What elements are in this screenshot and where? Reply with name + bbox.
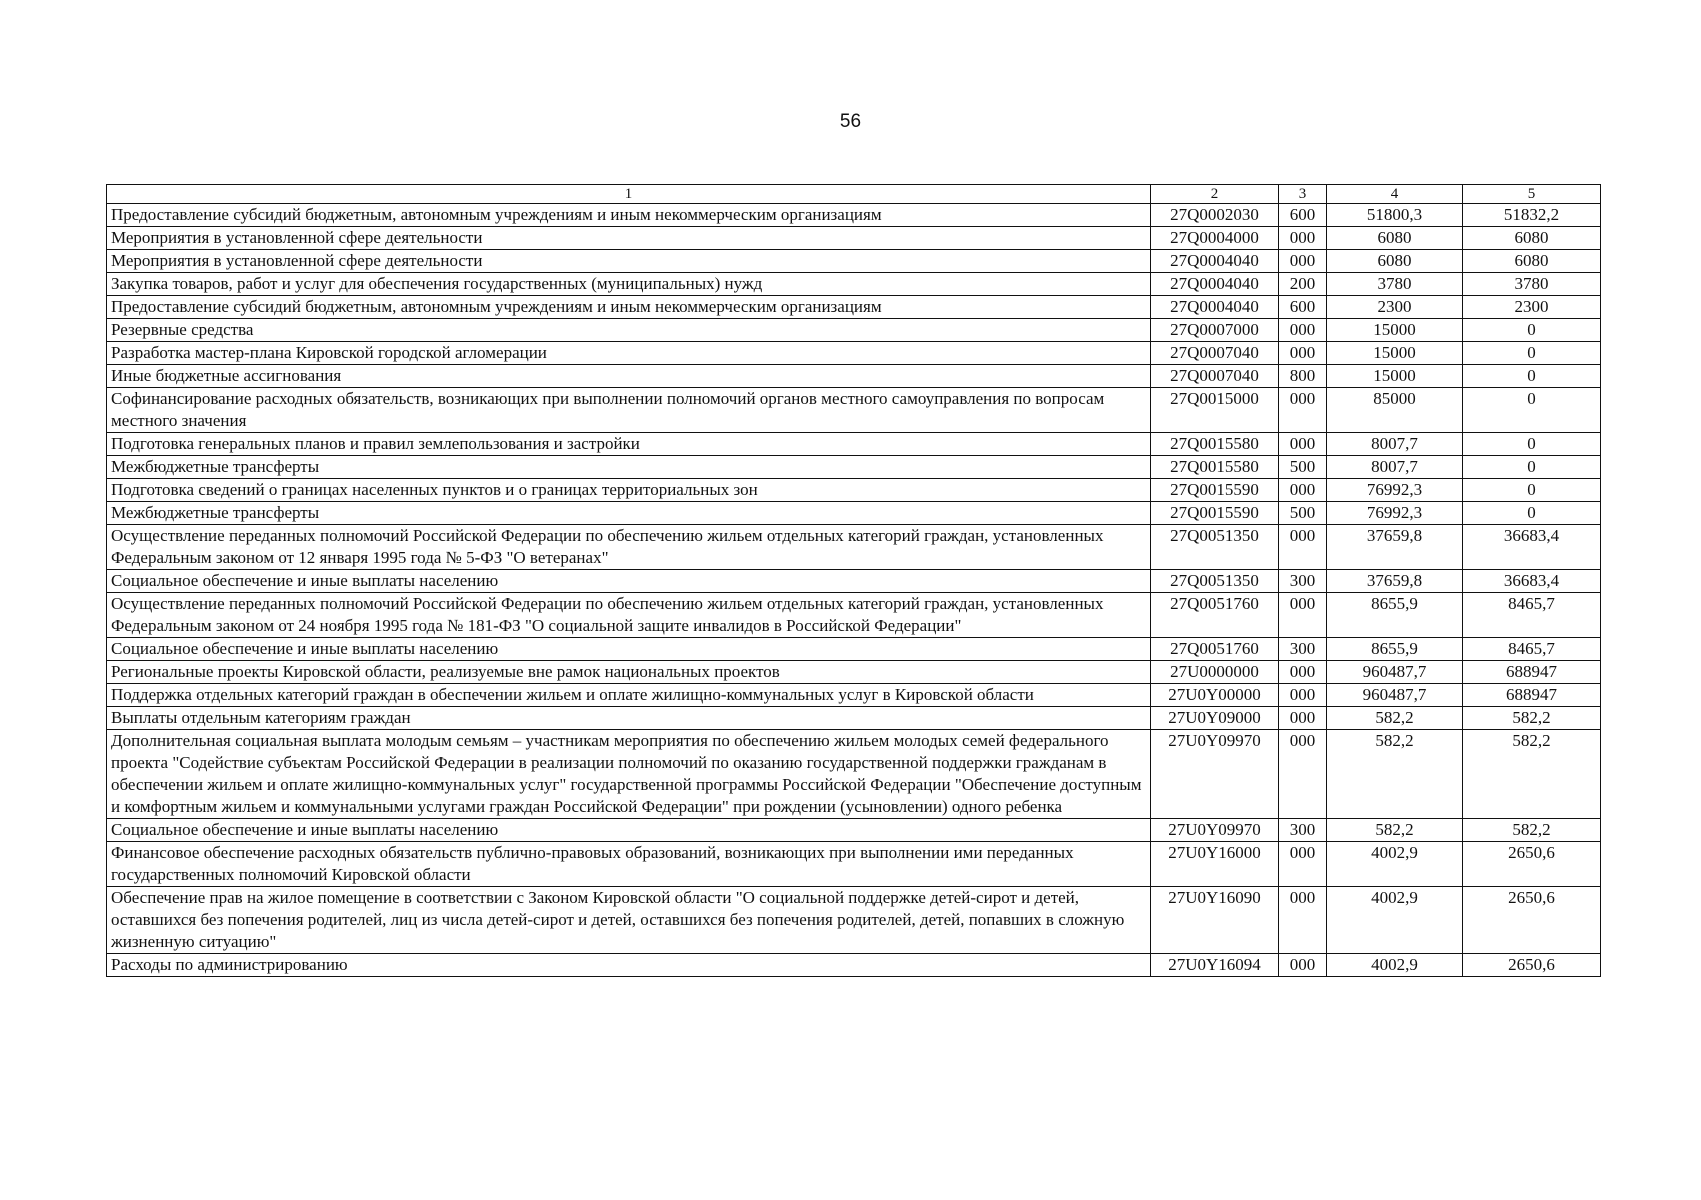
row-name-cell: Расходы по администрированию	[107, 954, 1151, 977]
row-code-cell: 27Q0004000	[1151, 227, 1279, 250]
row-value-cell: 688947	[1463, 661, 1601, 684]
column-header: 1	[107, 185, 1151, 204]
row-type-cell: 500	[1279, 456, 1327, 479]
table-row	[107, 250, 1601, 273]
row-value-cell: 8007,7	[1327, 433, 1463, 456]
row-value-cell: 36683,4	[1463, 570, 1601, 593]
table-row	[107, 887, 1601, 954]
row-value-cell: 960487,7	[1327, 684, 1463, 707]
row-code-cell: 27Q0007040	[1151, 342, 1279, 365]
row-value-cell: 3780	[1463, 273, 1601, 296]
row-value-cell: 0	[1463, 433, 1601, 456]
row-value-cell: 6080	[1327, 227, 1463, 250]
row-name-cell: Подготовка сведений о границах населенных пунктов и о границах территориальных зон	[107, 479, 1151, 502]
row-code-cell: 27Q0002030	[1151, 204, 1279, 227]
row-name-cell: Закупка товаров, работ и услуг для обеспечения государственных (муниципальных) нужд	[107, 273, 1151, 296]
row-code-cell: 27Q0015590	[1151, 479, 1279, 502]
row-value-cell: 582,2	[1463, 819, 1601, 842]
row-type-cell: 200	[1279, 273, 1327, 296]
row-type-cell: 000	[1279, 887, 1327, 954]
row-value-cell: 960487,7	[1327, 661, 1463, 684]
row-name-cell: Предоставление субсидий бюджетным, автономным учреждениям и иным некоммерческим организациям	[107, 296, 1151, 319]
row-value-cell: 4002,9	[1327, 842, 1463, 887]
row-value-cell: 4002,9	[1327, 954, 1463, 977]
row-code-cell: 27Q0007000	[1151, 319, 1279, 342]
row-type-cell: 000	[1279, 342, 1327, 365]
table-row	[107, 593, 1601, 638]
row-value-cell: 8007,7	[1327, 456, 1463, 479]
table-row	[107, 707, 1601, 730]
row-value-cell: 0	[1463, 342, 1601, 365]
table-row	[107, 204, 1601, 227]
row-name-cell: Резервные средства	[107, 319, 1151, 342]
row-value-cell: 8465,7	[1463, 638, 1601, 661]
row-value-cell: 582,2	[1327, 730, 1463, 819]
table-row	[107, 479, 1601, 502]
row-type-cell: 300	[1279, 570, 1327, 593]
table-row	[107, 570, 1601, 593]
table-row	[107, 342, 1601, 365]
budget-table	[106, 184, 1601, 977]
row-value-cell: 8465,7	[1463, 593, 1601, 638]
row-name-cell: Выплаты отдельным категориям граждан	[107, 707, 1151, 730]
row-value-cell: 0	[1463, 365, 1601, 388]
row-type-cell: 500	[1279, 502, 1327, 525]
row-type-cell: 000	[1279, 842, 1327, 887]
row-value-cell: 0	[1463, 388, 1601, 433]
table-row	[107, 388, 1601, 433]
row-name-cell: Поддержка отдельных категорий граждан в обеспечении жильем и оплате жилищно-коммунальных услуг в Кировской области	[107, 684, 1151, 707]
row-value-cell: 2650,6	[1463, 954, 1601, 977]
row-value-cell: 76992,3	[1327, 479, 1463, 502]
row-value-cell: 6080	[1463, 227, 1601, 250]
row-value-cell: 0	[1463, 479, 1601, 502]
row-type-cell: 600	[1279, 296, 1327, 319]
row-type-cell: 600	[1279, 204, 1327, 227]
row-name-cell: Обеспечение прав на жилое помещение в соответствии с Законом Кировской области "О социальной поддержке детей-сирот и детей, оставшихся без попечения родителей, лиц из числа детей-сирот и детей, оставшихся без попечения родителей, детей, попавших в сложную жизненную ситуацию"	[107, 887, 1151, 954]
row-name-cell: Разработка мастер-плана Кировской городской агломерации	[107, 342, 1151, 365]
row-name-cell: Подготовка генеральных планов и правил землепользования и застройки	[107, 433, 1151, 456]
row-type-cell: 000	[1279, 227, 1327, 250]
row-type-cell: 000	[1279, 684, 1327, 707]
row-value-cell: 36683,4	[1463, 525, 1601, 570]
row-type-cell: 000	[1279, 319, 1327, 342]
row-code-cell: 27U0Y09000	[1151, 707, 1279, 730]
row-value-cell: 6080	[1327, 250, 1463, 273]
row-name-cell: Осуществление переданных полномочий Российской Федерации по обеспечению жильем отдельных категорий граждан, установленных Федеральным законом от 24 ноября 1995 года № 181-ФЗ "О социальной защите инвалидов в Российской Федерации"	[107, 593, 1151, 638]
column-header: 5	[1463, 185, 1601, 204]
table-row	[107, 433, 1601, 456]
row-code-cell: 27U0Y16094	[1151, 954, 1279, 977]
row-value-cell: 2650,6	[1463, 842, 1601, 887]
row-value-cell: 582,2	[1463, 707, 1601, 730]
row-code-cell: 27U0Y16000	[1151, 842, 1279, 887]
row-code-cell: 27Q0015580	[1151, 433, 1279, 456]
page-number: 56	[839, 111, 862, 132]
row-type-cell: 300	[1279, 638, 1327, 661]
row-value-cell: 37659,8	[1327, 570, 1463, 593]
row-code-cell: 27U0Y00000	[1151, 684, 1279, 707]
row-value-cell: 15000	[1327, 319, 1463, 342]
row-value-cell: 582,2	[1463, 730, 1601, 819]
column-header: 3	[1279, 185, 1327, 204]
row-code-cell: 27Q0004040	[1151, 296, 1279, 319]
row-value-cell: 37659,8	[1327, 525, 1463, 570]
row-name-cell: Дополнительная социальная выплата молодым семьям – участникам мероприятия по обеспечению жильем молодых семей федерального проекта "Содействие субъектам Российской Федерации в реализации полномочий по оказанию государственной поддержки гражданам в обеспечении жильем и оплате жилищно-коммунальных услуг" государственной программы Российской Федерации "Обеспечение доступным и комфортным жильем и коммунальными услугами граждан Российской Федерации" при рождении (усыновлении) одного ребенка	[107, 730, 1151, 819]
row-name-cell: Мероприятия в установленной сфере деятельности	[107, 227, 1151, 250]
row-code-cell: 27Q0051350	[1151, 570, 1279, 593]
row-code-cell: 27U0Y16090	[1151, 887, 1279, 954]
row-name-cell: Социальное обеспечение и иные выплаты населению	[107, 570, 1151, 593]
row-type-cell: 800	[1279, 365, 1327, 388]
table-row	[107, 227, 1601, 250]
row-type-cell: 000	[1279, 388, 1327, 433]
row-type-cell: 000	[1279, 525, 1327, 570]
table-row	[107, 365, 1601, 388]
row-code-cell: 27U0Y09970	[1151, 819, 1279, 842]
row-code-cell: 27Q0015590	[1151, 502, 1279, 525]
row-name-cell: Межбюджетные трансферты	[107, 456, 1151, 479]
row-value-cell: 2300	[1327, 296, 1463, 319]
row-code-cell: 27Q0004040	[1151, 250, 1279, 273]
table-row	[107, 684, 1601, 707]
table-row	[107, 842, 1601, 887]
row-value-cell: 0	[1463, 502, 1601, 525]
row-name-cell: Социальное обеспечение и иные выплаты населению	[107, 638, 1151, 661]
table-row	[107, 296, 1601, 319]
row-code-cell: 27Q0015580	[1151, 456, 1279, 479]
row-type-cell: 000	[1279, 954, 1327, 977]
row-code-cell: 27Q0051760	[1151, 593, 1279, 638]
row-value-cell: 85000	[1327, 388, 1463, 433]
row-code-cell: 27Q0004040	[1151, 273, 1279, 296]
row-value-cell: 51800,3	[1327, 204, 1463, 227]
table-row	[107, 730, 1601, 819]
row-name-cell: Мероприятия в установленной сфере деятельности	[107, 250, 1151, 273]
row-code-cell: 27Q0051350	[1151, 525, 1279, 570]
row-name-cell: Предоставление субсидий бюджетным, автономным учреждениям и иным некоммерческим организациям	[107, 204, 1151, 227]
row-value-cell: 4002,9	[1327, 887, 1463, 954]
row-type-cell: 000	[1279, 593, 1327, 638]
row-value-cell: 76992,3	[1327, 502, 1463, 525]
row-value-cell: 688947	[1463, 684, 1601, 707]
row-value-cell: 8655,9	[1327, 638, 1463, 661]
row-value-cell: 582,2	[1327, 819, 1463, 842]
row-name-cell: Региональные проекты Кировской области, реализуемые вне рамок национальных проектов	[107, 661, 1151, 684]
row-type-cell: 000	[1279, 707, 1327, 730]
row-value-cell: 2650,6	[1463, 887, 1601, 954]
row-name-cell: Софинансирование расходных обязательств, возникающих при выполнении полномочий органов местного самоуправления по вопросам местного значения	[107, 388, 1151, 433]
row-name-cell: Социальное обеспечение и иные выплаты населению	[107, 819, 1151, 842]
row-code-cell: 27U0Y09970	[1151, 730, 1279, 819]
row-value-cell: 15000	[1327, 342, 1463, 365]
row-value-cell: 8655,9	[1327, 593, 1463, 638]
row-value-cell: 6080	[1463, 250, 1601, 273]
table-row	[107, 456, 1601, 479]
row-type-cell: 300	[1279, 819, 1327, 842]
row-value-cell: 3780	[1327, 273, 1463, 296]
row-value-cell: 582,2	[1327, 707, 1463, 730]
table-header-row	[107, 185, 1601, 204]
row-value-cell: 2300	[1463, 296, 1601, 319]
row-code-cell: 27Q0051760	[1151, 638, 1279, 661]
row-type-cell: 000	[1279, 250, 1327, 273]
table-row	[107, 502, 1601, 525]
table-row	[107, 319, 1601, 342]
row-value-cell: 15000	[1327, 365, 1463, 388]
row-code-cell: 27Q0015000	[1151, 388, 1279, 433]
table-row	[107, 273, 1601, 296]
row-code-cell: 27Q0007040	[1151, 365, 1279, 388]
row-name-cell: Иные бюджетные ассигнования	[107, 365, 1151, 388]
table-row	[107, 638, 1601, 661]
row-code-cell: 27U0000000	[1151, 661, 1279, 684]
row-name-cell: Межбюджетные трансферты	[107, 502, 1151, 525]
table-row	[107, 954, 1601, 977]
column-header: 2	[1151, 185, 1279, 204]
column-header: 4	[1327, 185, 1463, 204]
table-row	[107, 661, 1601, 684]
row-type-cell: 000	[1279, 433, 1327, 456]
row-value-cell: 51832,2	[1463, 204, 1601, 227]
row-type-cell: 000	[1279, 730, 1327, 819]
table-row	[107, 525, 1601, 570]
table-row	[107, 819, 1601, 842]
row-value-cell: 0	[1463, 456, 1601, 479]
row-type-cell: 000	[1279, 479, 1327, 502]
row-name-cell: Финансовое обеспечение расходных обязательств публично-правовых образований, возникающих при выполнении ими переданных государственных полномочий Кировской области	[107, 842, 1151, 887]
row-type-cell: 000	[1279, 661, 1327, 684]
row-value-cell: 0	[1463, 319, 1601, 342]
row-name-cell: Осуществление переданных полномочий Российской Федерации по обеспечению жильем отдельных категорий граждан, установленных Федеральным законом от 12 января 1995 года № 5-ФЗ "О ветеранах"	[107, 525, 1151, 570]
